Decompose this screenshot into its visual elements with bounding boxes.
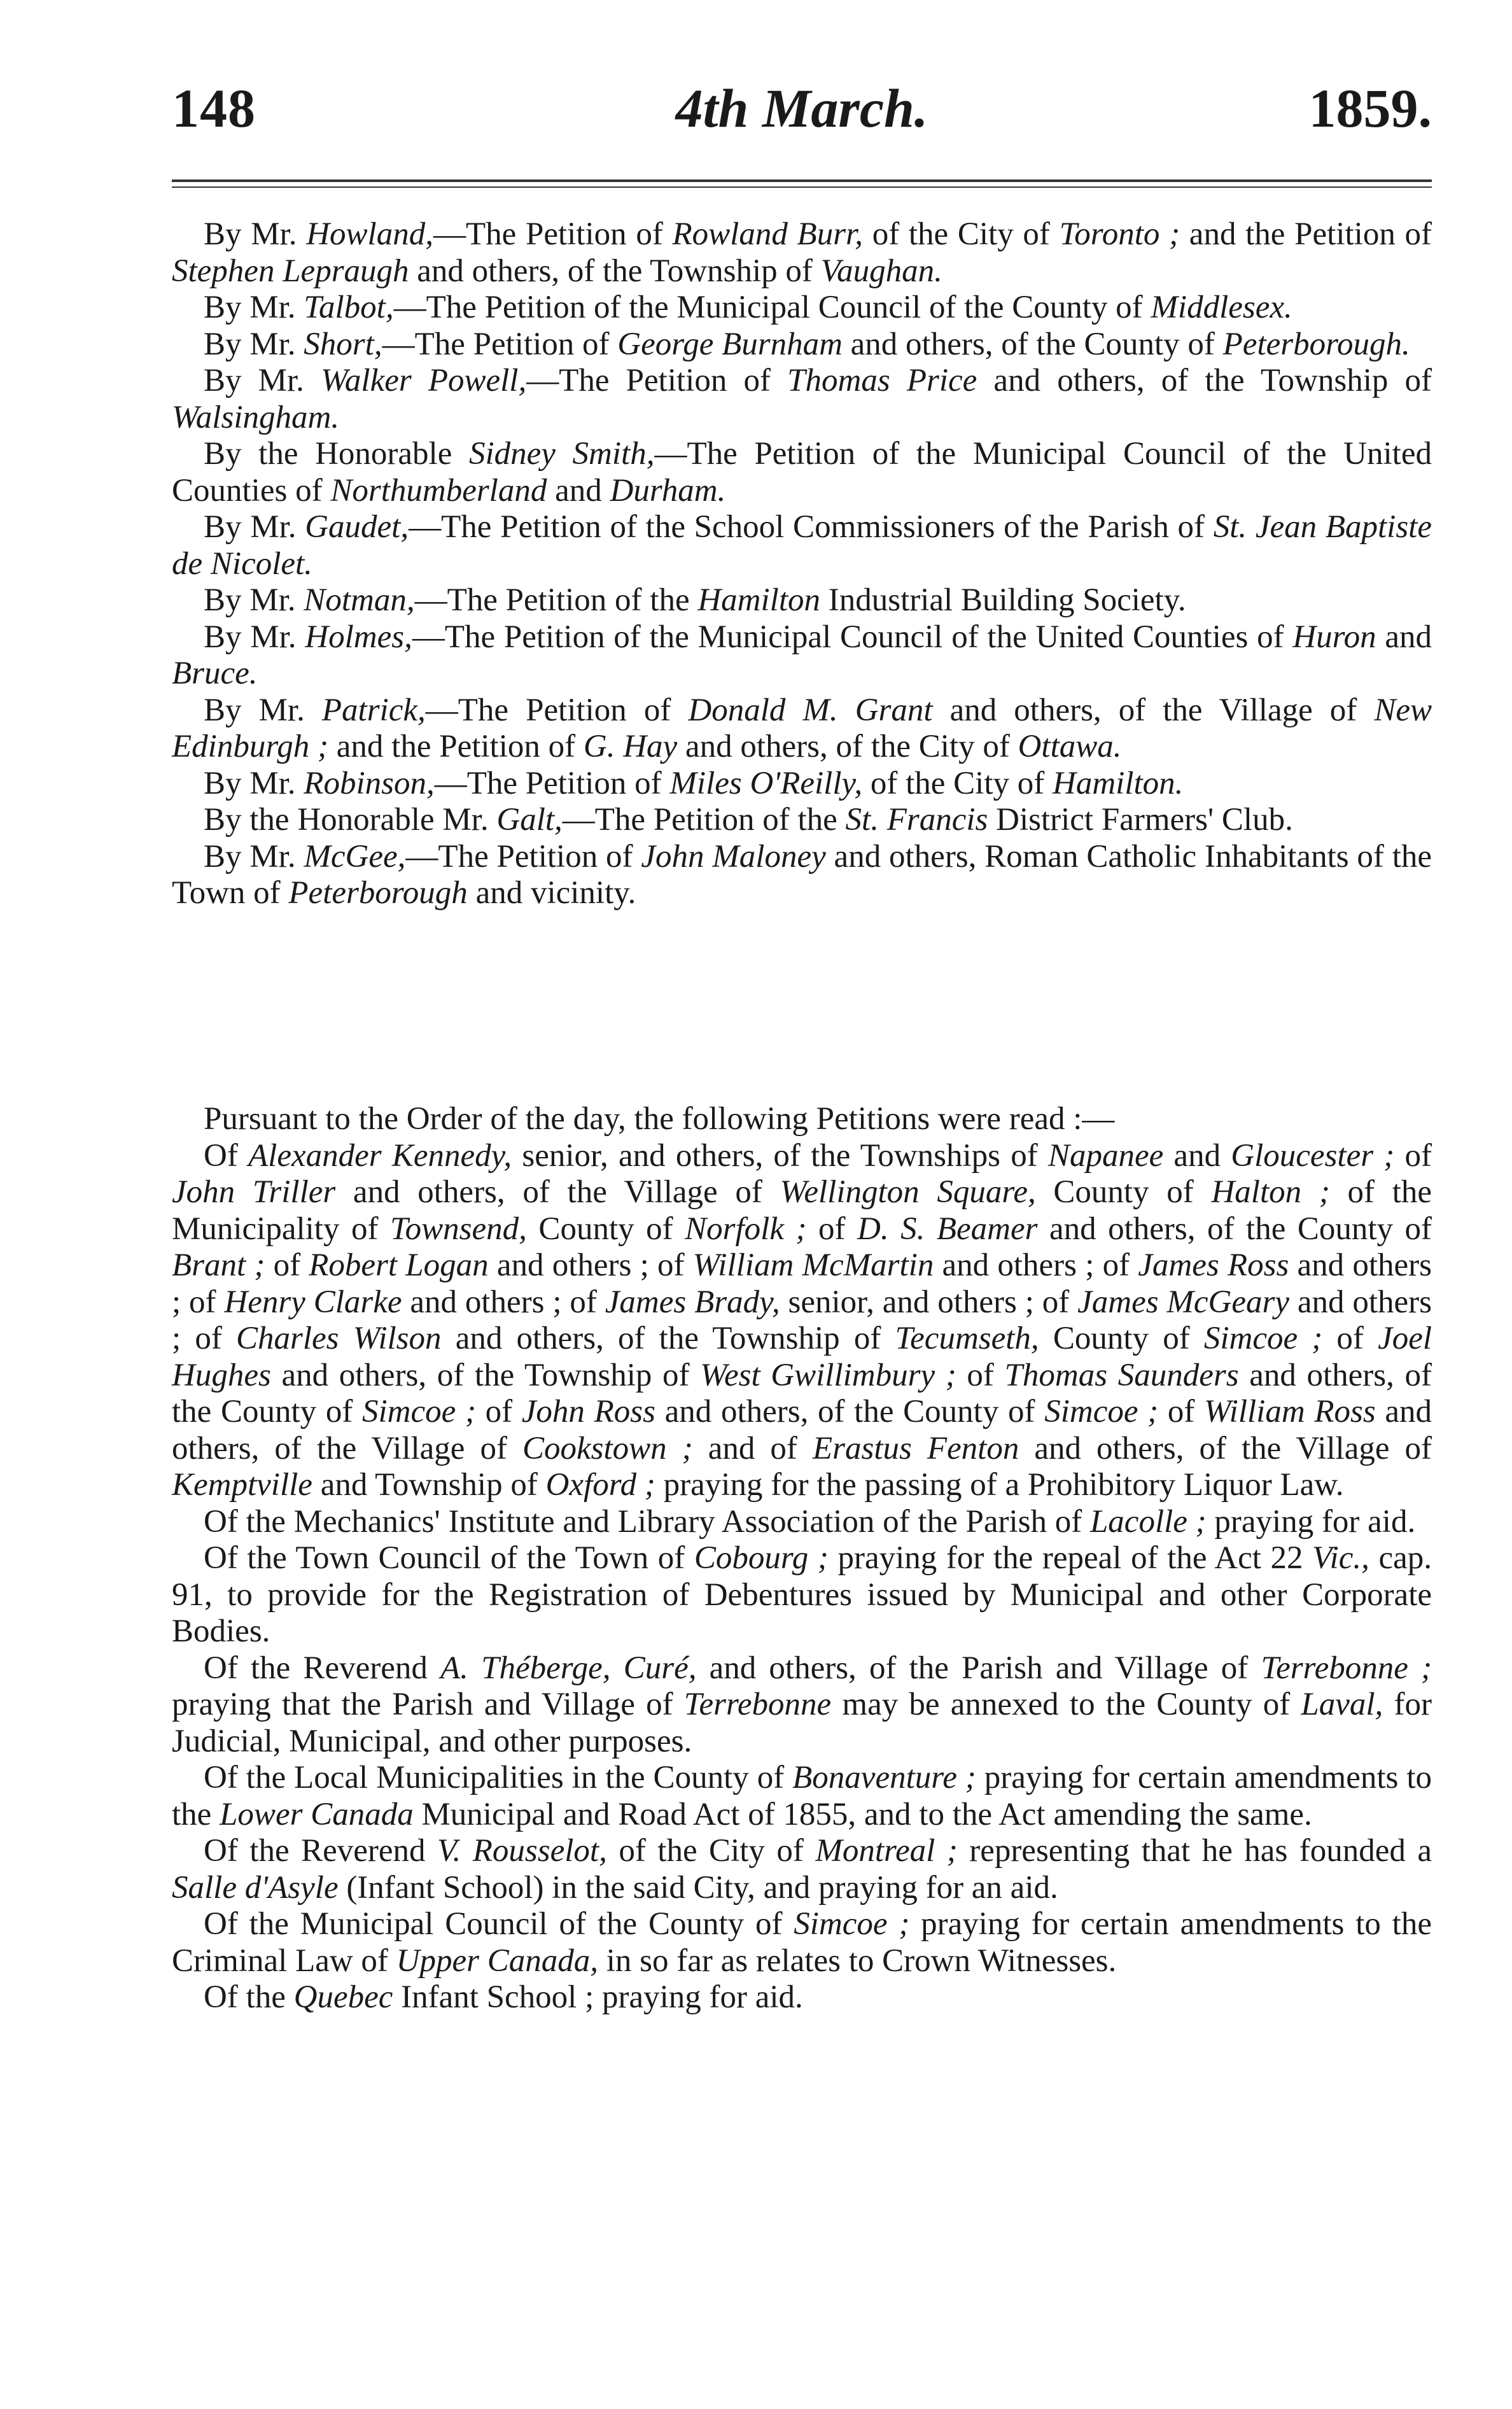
italic-run: Robinson, (304, 765, 435, 801)
italic-run: William Ross (1203, 1394, 1376, 1429)
italic-run: Northumberland (330, 472, 547, 509)
year: 1859. (1308, 78, 1432, 139)
petition-paragraph (172, 619, 1432, 692)
text-run: District Farmers' Club. (988, 802, 1293, 838)
text-run: Of the Reverend (204, 1650, 441, 1686)
petition-paragraph (172, 1760, 1432, 1833)
italic-run: Lower Canada (220, 1796, 414, 1832)
italic-run: Durham. (610, 472, 726, 509)
text-run: —The Petition of the Municipal Council of the United Counties of (172, 436, 1432, 509)
text-run: senior, and others ; of (780, 1284, 1078, 1320)
text-run: for Judicial, Municipal, and other purposes. (172, 1687, 1432, 1759)
text-run: and others, of the County of (1037, 1211, 1432, 1247)
text-run: praying for aid. (1206, 1503, 1416, 1540)
text-run: and others, of the Village of (172, 1394, 1432, 1466)
text-run: By Mr. (204, 509, 305, 545)
italic-run: Ottawa. (1018, 729, 1122, 764)
text-run: By the Honorable Mr. (204, 802, 497, 838)
text-run: and others ; of (402, 1284, 605, 1320)
text-run: and Township of (312, 1467, 546, 1503)
italic-run: Howland, (306, 216, 433, 252)
text-run: Industrial Building Society. (820, 582, 1186, 618)
italic-run: Brant ; (172, 1247, 265, 1283)
italic-run: A. Théberge, Curé, (440, 1650, 697, 1686)
header-rule-thin (172, 186, 1432, 188)
text-run: of (806, 1211, 857, 1247)
text-run: of the City of (862, 765, 1053, 801)
text-run: and of (692, 1430, 813, 1466)
italic-run: McGee, (304, 838, 406, 874)
italic-run: Kemptville (172, 1467, 312, 1503)
italic-run: Cobourg ; (694, 1540, 829, 1576)
italic-run: Alexander Kennedy, (248, 1137, 512, 1174)
petition-paragraph (172, 1138, 1432, 1504)
text-run: By Mr. (204, 619, 305, 655)
italic-run: Sidney Smith, (468, 436, 655, 472)
text-run: —The Petition of the Municipal Council of the United Counties of (412, 619, 1293, 655)
petition-paragraph (172, 1650, 1432, 1760)
italic-run: Napanee (1047, 1137, 1164, 1174)
text-run: —The Petition of (526, 363, 788, 398)
text-run: and others ; of (488, 1247, 693, 1283)
italic-run: Talbot, (304, 290, 394, 325)
text-run: and (547, 472, 610, 509)
italic-run: Halton ; (1211, 1174, 1330, 1210)
text-run: cap. 91, to provide for the Registration of Debentures issued by Municipal and other Corporate Bodies. (172, 1540, 1432, 1649)
text-run: praying for the passing of a Prohibitory Liquor Law. (655, 1467, 1344, 1503)
italic-run: William McMartin (692, 1247, 934, 1283)
italic-run: John Ross (521, 1394, 655, 1429)
italic-run: Norfolk ; (685, 1211, 807, 1247)
page-header (172, 64, 1432, 146)
text-run: may be annexed to the County of (831, 1687, 1301, 1722)
petition-paragraph (172, 436, 1432, 509)
italic-run: Peterborough. (1222, 326, 1410, 362)
italic-run: Charles Wilson (235, 1321, 442, 1356)
text-run: senior, and others, of the Townships of (512, 1137, 1048, 1174)
italic-run: Donald M. Grant (688, 692, 933, 728)
italic-run: Stephen Lepraugh (172, 253, 409, 289)
text-run: of (1394, 1137, 1432, 1174)
text-run: and others ; of (934, 1247, 1138, 1283)
italic-run: George Burnham (617, 326, 843, 362)
italic-run: West Gwillimbury ; (700, 1357, 956, 1393)
italic-run: New Edinburgh ; (172, 692, 1432, 764)
text-run: of the Municipality of (172, 1174, 1432, 1247)
italic-run: Walker Powell, (321, 363, 527, 398)
italic-run: Laval, (1301, 1687, 1383, 1722)
italic-run: Quebec (293, 1979, 393, 2015)
italic-run: Erastus Fenton (812, 1430, 1019, 1466)
text-run: Of the Mechanics' Institute and Library Association of the Parish of (204, 1503, 1090, 1540)
italic-run: St. Jean Baptiste de Nicolet. (172, 509, 1432, 582)
italic-run: Patrick, (321, 692, 426, 728)
text-run: praying for certain amendments to the Criminal Law of (172, 1906, 1432, 1979)
petition-paragraph (172, 290, 1432, 327)
italic-run: Hamilton (697, 582, 821, 618)
page-number: 148 (172, 78, 256, 139)
italic-run: Thomas Price (787, 363, 977, 398)
text-run: By Mr. (204, 765, 304, 801)
text-run: praying that the Parish and Village of (172, 1687, 684, 1722)
petition-paragraph (172, 363, 1432, 436)
petition-paragraph (172, 1906, 1432, 1979)
italic-run: Robert Logan (309, 1247, 489, 1283)
italic-run: D. S. Beamer (857, 1211, 1038, 1247)
petition-paragraph (172, 509, 1432, 582)
petition-paragraph (172, 1833, 1432, 1906)
text-run: and others, of the Township of (409, 253, 821, 289)
italic-run: Montreal ; (815, 1833, 958, 1869)
italic-run: Bruce. (172, 656, 258, 691)
text-run: County of (1035, 1174, 1212, 1210)
text-run: —The Petition of (382, 326, 618, 362)
text-run: Of the Town Council of the Town of (204, 1540, 694, 1576)
petition-paragraph (172, 1504, 1432, 1541)
petition-paragraph (172, 802, 1432, 839)
italic-run: Thomas Saunders (1004, 1357, 1239, 1393)
text-run: and others, of the Village of (335, 1174, 780, 1210)
running-title: 4th March. (675, 78, 928, 139)
text-run: of (475, 1394, 522, 1429)
italic-run: Cookstown ; (522, 1430, 693, 1466)
text-run: —The Petition of (405, 838, 641, 874)
petition-paragraph (172, 1101, 1432, 1138)
italic-run: Gaudet, (305, 509, 409, 545)
italic-run: Townsend, (389, 1211, 527, 1247)
italic-run: Huron (1292, 619, 1376, 655)
text-run: By Mr. (204, 216, 307, 252)
text-run: Municipal and Road Act of 1855, and to the Act amending the same. (413, 1796, 1312, 1832)
italic-run: Salle d'Asyle (172, 1869, 339, 1906)
header-rule-thick (172, 179, 1432, 182)
italic-run: Toronto ; (1059, 216, 1180, 252)
text-run: and the Petition of (1180, 216, 1432, 252)
text-run: and others, of the Township of (977, 363, 1432, 398)
petition-paragraph (172, 327, 1432, 363)
text-run: of (1322, 1321, 1378, 1356)
text-run: County of (1039, 1321, 1204, 1356)
italic-run: Simcoe ; (1044, 1394, 1159, 1429)
text-run: —The Petition of the (562, 802, 846, 838)
text-run: and others, of the Village of (932, 692, 1375, 728)
text-run: and vicinity. (467, 875, 636, 911)
text-run: of the City of (606, 1833, 816, 1869)
text-run: of (1158, 1394, 1204, 1429)
text-run: By Mr. (204, 290, 304, 325)
italic-run: John Triller (172, 1174, 336, 1210)
petition-paragraph (172, 839, 1432, 912)
petition-paragraph (172, 1540, 1432, 1650)
text-run: Of the (204, 1979, 294, 2015)
italic-run: Vic., (1312, 1540, 1369, 1576)
text-run: County of (526, 1211, 685, 1247)
text-run: —The Petition of the Municipal Council of the County of (393, 290, 1151, 325)
text-run: —The Petition of (434, 765, 670, 801)
text-run: and the Petition of (328, 729, 584, 764)
text-run: praying for the repeal of the Act 22 (828, 1540, 1313, 1576)
text-run: By the Honorable (204, 436, 469, 472)
text-run: By Mr. (204, 326, 304, 362)
italic-run: Upper Canada, (396, 1942, 599, 1979)
italic-run: Terrebonne (683, 1687, 832, 1722)
text-run: Pursuant to the Order of the day, the following Petitions were read :— (204, 1101, 1115, 1137)
text-run: Of (204, 1137, 249, 1174)
text-run: Infant School ; praying for aid. (393, 1979, 803, 2015)
text-run: of (265, 1247, 309, 1283)
text-run: Of the Municipal Council of the County of (204, 1906, 794, 1942)
text-run: and (1163, 1137, 1231, 1174)
text-run: —The Petition of (425, 692, 689, 728)
italic-run: Wellington Square, (780, 1174, 1036, 1210)
text-run: —The Petition of the (414, 582, 698, 618)
italic-run: Oxford ; (545, 1467, 655, 1503)
italic-run: Gloucester ; (1231, 1137, 1395, 1174)
text-run: —The Petition of the School Commissioners of the Parish of (409, 509, 1214, 545)
italic-run: Simcoe ; (794, 1906, 910, 1942)
text-run: Of the Local Municipalities in the County of (204, 1760, 793, 1795)
text-run: and others, of the Township of (270, 1357, 701, 1393)
italic-run: James Ross (1138, 1247, 1289, 1283)
text-run: and others, of the Township of (441, 1321, 895, 1356)
text-run: By Mr. (204, 692, 322, 728)
italic-run: Tecumseth, (895, 1321, 1039, 1356)
text-run: praying for certain amendments to the (172, 1760, 1432, 1832)
italic-run: Galt, (496, 802, 563, 838)
italic-run: G. Hay (583, 729, 678, 764)
text-run: By Mr. (204, 582, 304, 618)
petitions-read-section (172, 1101, 1432, 2016)
italic-run: Peterborough (288, 875, 468, 911)
italic-run: James McGeary (1077, 1284, 1289, 1320)
text-run: and others, Roman Catholic Inhabitants of the Town of (172, 838, 1432, 911)
text-run: and others ; of (172, 1247, 1432, 1320)
text-run: and others, of the County of (655, 1394, 1045, 1429)
italic-run: Rowland Burr, (672, 216, 863, 252)
italic-run: Walsingham. (172, 399, 340, 435)
italic-run: Henry Clarke (224, 1284, 402, 1320)
italic-run: Vaughan. (820, 253, 942, 289)
text-run: (Infant School) in the said City, and praying for an aid. (338, 1869, 1058, 1906)
italic-run: St. Francis (845, 802, 988, 838)
text-run: Of the Reverend (204, 1833, 437, 1869)
text-run: and others ; of (172, 1284, 1432, 1356)
italic-run: Middlesex. (1151, 290, 1292, 325)
text-run: and others, of the Parish and Village of (696, 1650, 1261, 1686)
italic-run: Short, (304, 326, 382, 362)
petition-paragraph (172, 216, 1432, 290)
italic-run: Simcoe ; (362, 1394, 476, 1429)
italic-run: Hamilton. (1052, 765, 1184, 801)
italic-run: Notman, (304, 582, 415, 618)
text-run: By Mr. (204, 363, 321, 398)
petitions-presented-section (172, 216, 1432, 912)
italic-run: Lacolle ; (1089, 1503, 1207, 1540)
text-run: —The Petition of (433, 216, 673, 252)
petition-paragraph (172, 766, 1432, 803)
text-run: of (956, 1357, 1005, 1393)
text-run: of the City of (863, 216, 1060, 252)
petition-paragraph (172, 1979, 1432, 2016)
text-run: and others, of the Village of (1019, 1430, 1432, 1466)
italic-run: Miles O'Reilly, (669, 765, 863, 801)
italic-run: V. Rousselot, (437, 1833, 607, 1869)
petition-paragraph (172, 692, 1432, 766)
text-run: in so far as relates to Crown Witnesses. (598, 1942, 1117, 1979)
text-run: By Mr. (204, 838, 304, 874)
italic-run: James Brady, (605, 1284, 780, 1320)
italic-run: Bonaventure ; (792, 1760, 976, 1795)
text-run: and (1376, 619, 1432, 655)
text-run: and others, of the County of (842, 326, 1223, 362)
italic-run: Terrebonne ; (1261, 1650, 1432, 1686)
italic-run: Simcoe ; (1203, 1321, 1323, 1356)
text-run: and others, of the City of (677, 729, 1018, 764)
italic-run: Holmes, (305, 619, 412, 655)
petition-paragraph (172, 582, 1432, 619)
italic-run: Joel Hughes (172, 1321, 1432, 1393)
italic-run: John Maloney (641, 838, 826, 874)
text-run: representing that he has founded a (957, 1833, 1432, 1869)
text-run: and others, of the County of (172, 1357, 1432, 1429)
